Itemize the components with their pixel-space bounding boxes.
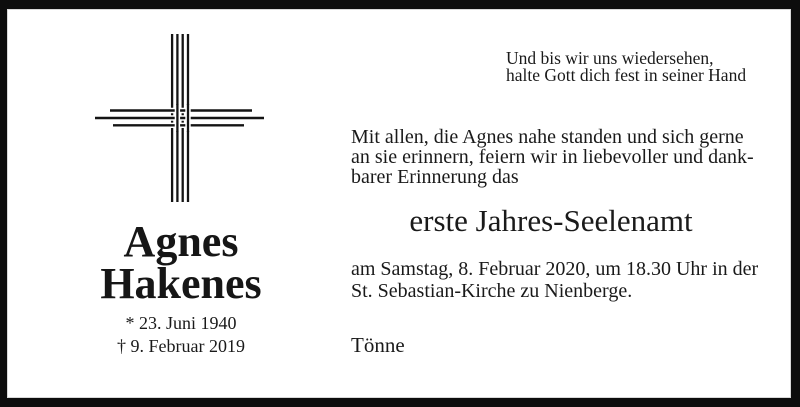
service-details-line: St. Sebastian-Kirche zu Nienberge. (351, 279, 633, 302)
service-details-line: am Samstag, 8. Februar 2020, um 18.30 Uhr in der (351, 258, 759, 280)
announcement-line: an sie erinnern, feiern wir in liebevoller und dank- (351, 146, 754, 168)
deceased-first-name: Agnes (123, 217, 239, 266)
announcement-line: barer Erinnerung das (351, 166, 519, 188)
memorial-cross-icon (88, 28, 272, 208)
life-dates (56, 312, 306, 357)
announcement-text (351, 127, 771, 187)
deceased-last-name: Hakenes (100, 259, 262, 308)
service-details (351, 259, 771, 302)
epigraph-line: Und bis wir uns wiedersehen, (506, 48, 714, 68)
death-date: † 9. Februar 2019 (117, 335, 245, 356)
birth-date: * 23. Juni 1940 (125, 313, 237, 333)
signature: Tönne (351, 333, 405, 357)
deceased-name (56, 217, 306, 308)
service-title: erste Jahres-Seelenamt (409, 203, 693, 238)
epigraph (506, 50, 786, 84)
announcement-line: Mit allen, die Agnes nahe standen und sich gerne (351, 126, 744, 148)
epigraph-line: halte Gott dich fest in seiner Hand (506, 65, 747, 85)
